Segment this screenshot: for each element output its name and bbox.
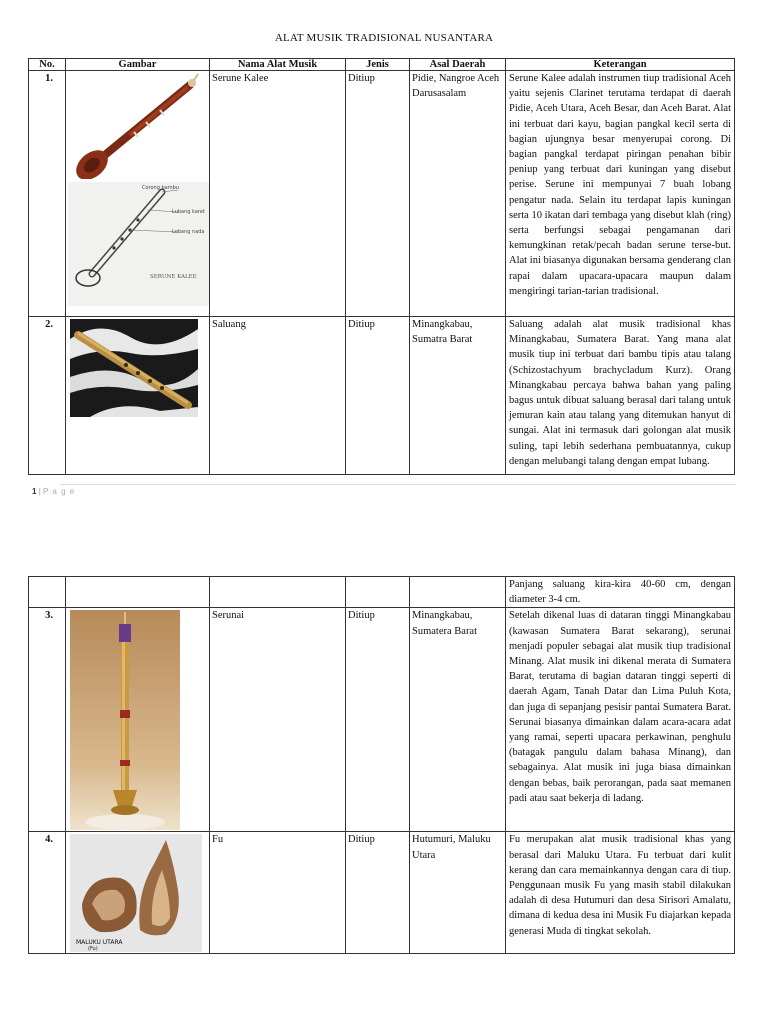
- table-row: [29, 317, 735, 475]
- row-type: Ditiup: [346, 71, 410, 317]
- row-image-cell: [66, 832, 210, 954]
- footer-page-number: 1: [32, 487, 37, 496]
- row-name: Serunai: [210, 608, 346, 832]
- header-type: Jenis: [346, 59, 410, 71]
- row-desc: Fu merupakan alat musik tradisional khas yang berasal dari Maluku Utara. Fu terbuat dari kulit kerang dan cara memainkannya dengan cara di tiup. Penggunaan musik Fu yang masih stabil dilakukan adalah di desa Hutumuri dan desa Sirisori Amalatu, dimana di kedua desa ini Musik Fu diajarkan kepada generasi Muda di tingkat sekolah.: [506, 832, 735, 954]
- sketch-caption: SERUNE KALEE: [150, 274, 197, 280]
- row-number: 3.: [29, 608, 66, 832]
- sketch-label-holes: Lobang nada: [172, 229, 205, 235]
- row-name: Serune Kalee: [210, 71, 346, 317]
- table-row: [29, 832, 735, 954]
- row-image-cell: [66, 71, 210, 317]
- row-desc: Serune Kalee adalah instrumen tiup tradisional Aceh yaitu sejenis Clarinet terutama terdapat di daerah Pidie, Aceh Utara, Aceh Besar, dan Aceh Barat. Alat ini terbuat dari kayu, bagian pangkal kecil serta di bagian ujungnya besar menyerupai corong. Di bagian pangkal terdapat piringan penahan bibir peniup yang terbuat dari kuningan yang disebut perise. Serune ini mempunyai 7 buah lobang pengatur nada. Selain itu terdapat lapis kuningan serta 10 ikatan dari tembaga yang disebut klah (ring) serta berfungsi sebagai pengamanan dari kemungkinan retak/pecah badan serune terse-but. Alat ini biasanya digunakan bersama genderang clan rapai dalam upacara-upacara maupun dalam mengiringi tarian-tarian tradisional.: [506, 71, 735, 317]
- row-number: 4.: [29, 832, 66, 954]
- row-origin: Pidie, Nangroe Aceh Darusasalam: [410, 71, 506, 317]
- row-name: Fu: [210, 832, 346, 954]
- sketch-label-mid: Lubang karet: [172, 209, 205, 215]
- row-desc: Setelah dikenal luas di dataran tinggi Minangkabau (kawasan Sumatera Barat sekarang), serunai menjadi populer sebagai alat musik tiup tradisional Minang. Alat musik ini dikenal merata di Sumatera Barat, terutama di bagian dataran tinggi seperti di daerah Agam, Tanah Datar dan Lima Puluh Kota, dan juga di sepanjang pesisir pantai Sumatera Barat. Serunai biasanya dimainkan dalam acara-acara adat yang ramai, seperti upacara perkawinan, penghulu (batagak pangulu dalam bahasa Minang), dan sebagainya. Alat musik ini juga biasa dimainkan dengan bebas, baik perorangan, pada saat memanen padi atau saat bekerja di ladang.: [506, 608, 735, 832]
- instrument-table-page-1: [28, 58, 735, 475]
- row-origin: [410, 577, 506, 608]
- row-type: [346, 577, 410, 608]
- serunai-photo: [70, 610, 180, 830]
- row-type: Ditiup: [346, 608, 410, 832]
- row-desc: Saluang adalah alat musik tradisional khas Minangkabau, Sumatera Barat. Yang mana alat musik tiup ini terbuat dari bambu tipis atau talang (Schizostachyum brachycladum Kurz). Orang Minangkabau percaya bahwa bahan yang paling bagus untuk dibuat saluang berasal dari talang untuk jemuran kain atau talang yang ditemukan hanyut di sungai. Alat ini termasuk dari golongan alat musik suling, tapi lebih sederhana pembuatannya, cukup dengan melubangi talang dengan empat lubang.: [506, 317, 735, 475]
- row-number: 2.: [29, 317, 66, 475]
- row-origin: Minangkabau, Sumatera Barat: [410, 608, 506, 832]
- row-image-cell: [66, 317, 210, 475]
- table-row: [29, 608, 735, 832]
- sketch-label-top: Corong bambu: [142, 185, 179, 191]
- serune-kalee-sketch: [68, 182, 210, 306]
- serune-kalee-photo: [70, 71, 208, 179]
- row-number: [29, 577, 66, 608]
- row-image-cell: [66, 608, 210, 832]
- instrument-table-page-2: [28, 576, 735, 954]
- row-number: 1.: [29, 71, 66, 317]
- footer-divider: [60, 484, 736, 485]
- row-name: [210, 577, 346, 608]
- saluang-photo: [70, 319, 198, 417]
- header-origin: Asal Daerah: [410, 59, 506, 71]
- row-name: Saluang: [210, 317, 346, 475]
- row-type: Ditiup: [346, 832, 410, 954]
- table-row-continuation: [29, 577, 735, 608]
- header-desc: Keterangan: [506, 59, 735, 71]
- fu-shell-photo: [70, 834, 202, 952]
- table-header-row: [29, 59, 735, 71]
- page-title: ALAT MUSIK TRADISIONAL NUSANTARA: [274, 32, 494, 44]
- row-image-cell: [66, 577, 210, 608]
- header-name: Nama Alat Musik: [210, 59, 346, 71]
- row-origin: Hutumuri, Maluku Utara: [410, 832, 506, 954]
- footer-page-word: P a g e: [43, 487, 76, 496]
- table-row: [29, 71, 735, 317]
- page-footer: 1 | P a g e: [32, 487, 76, 496]
- fu-photo-caption: MALUKU UTARA: [76, 939, 123, 947]
- row-origin: Minangkabau, Sumatra Barat: [410, 317, 506, 475]
- header-image: Gambar: [66, 59, 210, 71]
- fu-photo-caption-sub: (Fu): [88, 946, 98, 953]
- row-type: Ditiup: [346, 317, 410, 475]
- header-no: No.: [29, 59, 66, 71]
- row-desc: Panjang saluang kira-kira 40-60 cm, dengan diameter 3-4 cm.: [506, 577, 735, 608]
